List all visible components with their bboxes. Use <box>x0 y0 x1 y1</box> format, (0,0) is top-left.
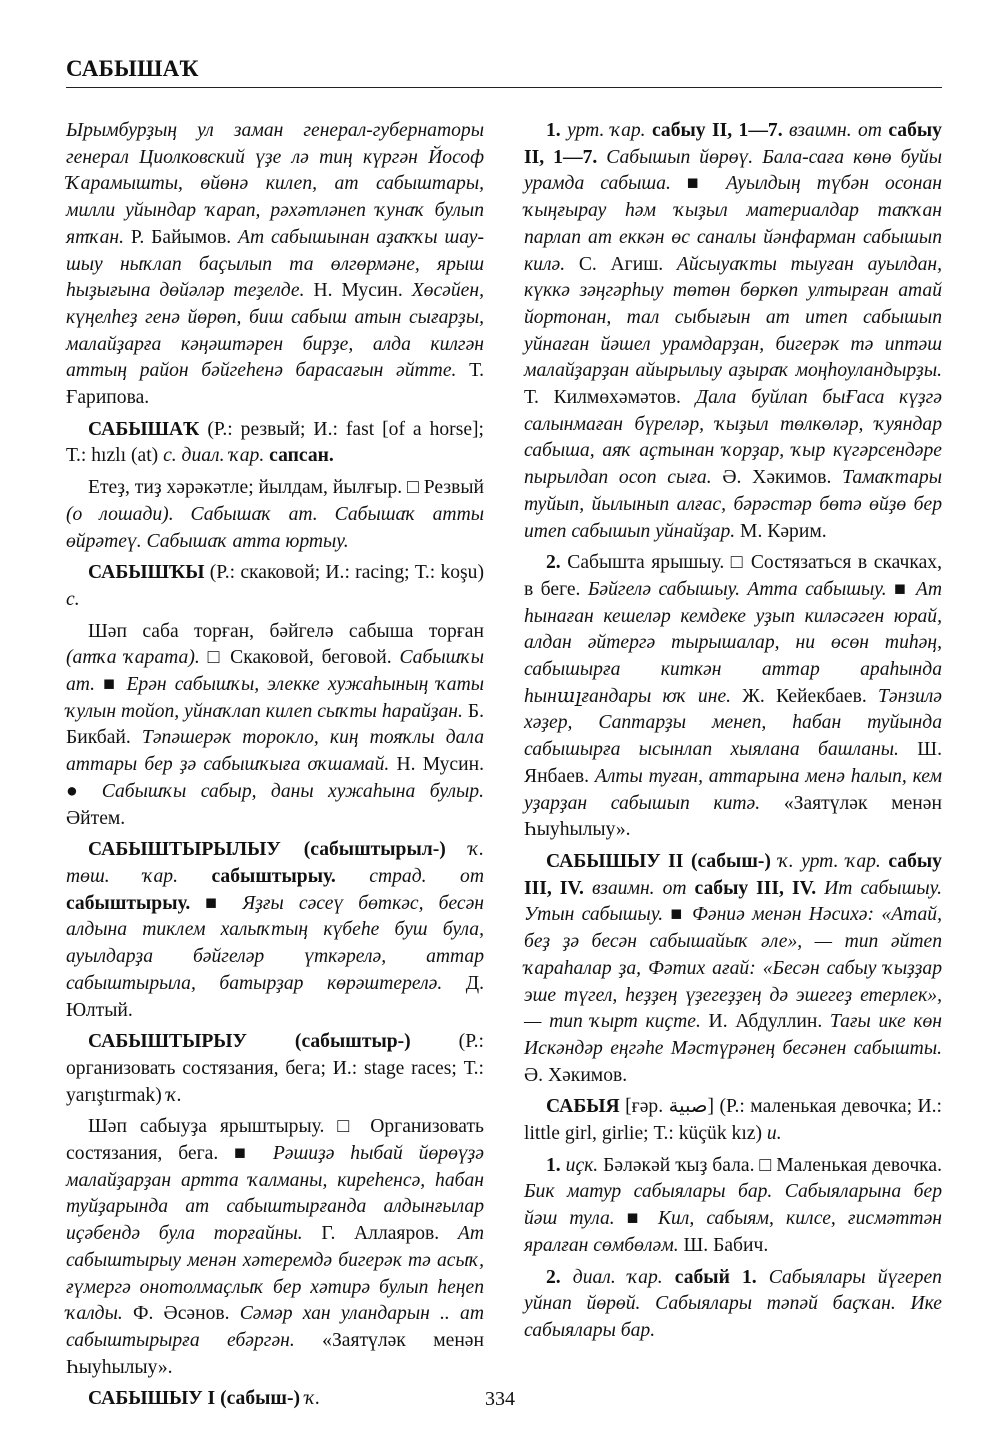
entry-paragraph: Ырымбурҙың ул заман генерал-губернаторы генерал Циолковский үҙе лә тиң күргән Йософ Ҡарамышты, өйөнә килеп, ат сабыштары, милли уйындар ҡарап, рәхәтләнеп ҡунаҡ булып ятҡан. Р. Байымов. Ат сабышынан аҙаҡҡы шау-шыу ныҡлап баҫылып та өлгөрмәне, ярыш һыҙығына дөйәләр теҙелде. Н. Мусин. Хөсәйен, күңелһеҙ генә йөрөп, биш сабыш атын сығарҙы, малайҙарға кәңәштәрен бирҙе, алда килгән аттың район бәйгеһенә барасағын әйтте. Т. Ғарипова. <box>66 120 484 409</box>
entry-definition: Етеҙ, тиҙ хәрәкәтле; йылдам, йылғыр. □ Резвый (о лошади). Сабышаҡ ат. Сабышаҡ атты өйрәтеү. Сабышаҡ атта юртыу. <box>66 477 485 552</box>
left-column <box>66 118 484 1418</box>
entry-headword-paragraph: САБЫШТЫРЫУ (сабыштыр-) (Р.: организовать состязания, бега; И.: stage races; Т.: yarıştırmak) ҡ. <box>66 1031 484 1106</box>
entry-definition: Шәп сабыуҙа ярыштырыу. □ Организовать состязания, бега. ■ Рәшиҙә һыбай йөрөүҙә малайҙарҙан артта ҡалманы, киреһенсә, һабан туйҙарында ат сабыштырғанда алдынғылар иҫәбендә була торғайны. Г. Аллаяров. Ат сабыштырыу менән хәтеремдә бигерәк тә асыҡ, ғүмергә онотолмаҫлыҡ бер хәтирә булып һеңеп ҡалды. Ф. Әсәнов. Сәмәр хан уландарын .. ат сабыштырырға ебәргән. «Заятүләк менән Һыуһылыу». <box>66 1116 485 1378</box>
page-header-title: САБЫШАҠ <box>66 56 199 81</box>
entry-headword-paragraph: САБЫШҠЫ (Р.: скаковой; И.: racing; Т.: koşu) с. <box>66 562 484 610</box>
entry-headword-paragraph: САБЫЯ [ғәр. صبية] (Р.: маленькая девочка; И.: little girl, girlie; Т.: küçük kız) и. <box>524 1096 942 1145</box>
right-column <box>524 118 942 1350</box>
entry-sense: 1. урт. ҡар. сабыу II, 1—7. взаимн. от сабыу II, 1—7. Сабышып йөрөү. Бала-саға көнө буйы урамда сабыша. ■ Ауылдың түбән осонан ҡыңғырау һәм ҡыҙыл материалдар таҡҡан парлап ат еккән өс саналы йәнфарман сабышып килә. С. Агиш. Айсыуаҡты тыуған ауылдан, күккә зәңгәрһыу төтөн бөркөп ултырған атай йортонан, тал сыбығын ат итеп сабышып уйнаған йәшел урамдарҙан, бигерәк тә иптәш малайҙарҙан айырылыу аҙыраҡ моңһоуландырҙы. Т. Килмөхәмәтов. Дала буйлап быҒаса күҙгә салынмаған бүреләр, ҡыҙыл төлкөләр, ҡуяндар сабыша, аяҡ аҫтынан ҡорҙар, ҡыр күгәрсендәре пырылдап осоп сыға. Ә. Хәкимов. Тамаҡтары туйып, йылынып алғас, бәрәстәр бөтә өйҙө бер итеп сабышып уйнайҙар. М. Кәрим. <box>524 120 942 542</box>
entry-sense: 2. Сабышта ярышыу. □ Состязаться в скачках, в беге. Бәйгелә сабышыу. Атта сабышыу. ■ Ат һынаған кешеләр кемдеке уҙып киләсәген юрай, алдан әйтергә тырышалар, ни өсөн тиһәң, сабышырға киткән аттар араһында һынալғандары юҡ ине. Ж. Кейекбаев. Тәнзилә хәҙер, Саптарҙы менеп, һабан туйында сабышырға ысынлап хыялана башланы. Ш. Янбаев. Алты туған, аттарына менә һалып, кем уҙарҙан сабышып китә. «Заятүләк менән Һыуһылыу». <box>524 552 942 841</box>
page-number: 334 <box>485 1388 515 1410</box>
entry-headword-paragraph: САБЫШЫУ II (сабыш-) ҡ. урт. ҡар. сабыу III, IV. взаимн. от сабыу III, IV. Ит сабышыу. Утын сабышыу. ■ Фәниә менән Нәсихә: «Атай, беҙ ҙә бесән сабышайыҡ әле», — тип әйтеп ҡараһалар ҙа, Фәтих ағай: «Бесән сабыу ҡыҙҙар эше түгел, һеҙҙең үҙегеҙҙең дә эшегеҙ етерлек», — тип ҡырт киҫте. И. Абдуллин. Тағы ике көн Искәндәр еңгәһе Мәстүрәнең бесәнен сабышты. Ә. Хәкимов. <box>524 850 942 1086</box>
entry-sense: 2. диал. ҡар. сабый 1. Сабыялары йүгереп уйнап йөрөй. Сабыялары тәпәй баҫҡан. Ике сабыялары бар. <box>524 1266 942 1341</box>
entry-sense: 1. иҫк. Бәләкәй ҡыҙ бала. □ Маленькая девочка. Бик матур сабыялары бар. Сабыяларына бер йәш тула. ■ Кил, сабыям, килсе, ғисмәттән яралған сөмбөләм. Ш. Бабич. <box>524 1154 942 1256</box>
entry-definition: Шәп саба торған, бәйгелә сабыша торған (атҡа ҡарата). □ Скаковой, беговой. Сабышҡы ат. ■ Ерән сабышҡы, элекке хужаһының ҡаты ҡулын тойоп, уйнаҡлап килеп сыҡты һарайҙан. Б. Бикбай. Тәпәшерәк торокло, киң тояҡлы дала аттары бер ҙә сабышҡыға оҡшамай. Н. Мусин. ● Сабышҡы сабыр, даны хужаһына булыр. Әйтем. <box>66 620 485 829</box>
entry-headword-paragraph: САБЫШТЫРЫЛЫУ (сабыштырыл-) ҡ. төш. ҡар. сабыштырыу. страд. от сабыштырыу. ■ Яҙғы сәсеү бөткәс, бесән алдына тиклем халыҡтың күбеһе буш була, ауылдарҙа бәйгеләр үткәрелә, аттар сабыштырыла, батырҙар көрәштерелә. Д. Юлтый. <box>66 839 484 1021</box>
entry-headword-paragraph: САБЫШЫУ I (сабыш-) ҡ. <box>88 1388 321 1410</box>
running-header <box>66 56 942 88</box>
entry-headword-paragraph: САБЫШАҠ (Р.: резвый; И.: fast [of a horse]; Т.: hızlı (at) с. диал. ҡар. сапсан. <box>66 418 484 467</box>
